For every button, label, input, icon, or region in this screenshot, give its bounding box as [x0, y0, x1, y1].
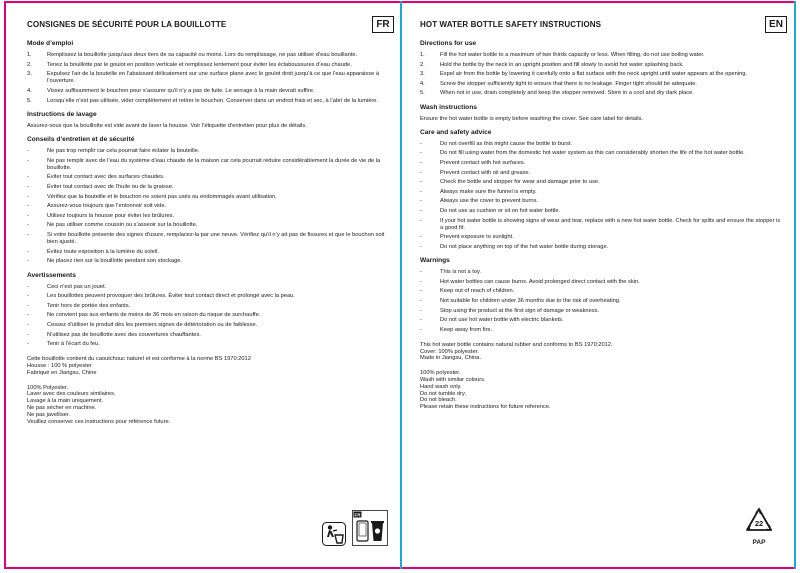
recycle-triangle-icon: [745, 507, 773, 533]
list-item: - Ne pas trop remplir car cela pourrait faire éclater la bouteille.: [27, 147, 200, 154]
list-item: 1. Fill the hot water bottle to a maximum of two thirds capacity or less. When filling, do not use boiling water.: [420, 52, 705, 58]
care-label-line: Lavage à la main uniquement.: [27, 398, 104, 405]
care-label-line: Ne pas javelliser.: [27, 411, 70, 418]
list-directions-en: [415, 52, 787, 98]
list-item: - Évitez toute exposition à la lumière du soleil.: [27, 248, 159, 255]
list-item: - Cessez d’utiliser le produit dès les premiers signes de détérioration ou de faiblesse.: [27, 321, 258, 328]
list-warnings-fr: [22, 284, 394, 349]
care-label-line: Do not tumble dry.: [420, 390, 467, 397]
list-item: - Éviter tout contact avec de l’huile ou de la graisse.: [27, 183, 174, 190]
list-item: - Tenir à l’écart du feu.: [27, 341, 100, 348]
list-item: 5. Lorsqu’elle n’est pas utilisée, vider complètement et retirer le bouchon. Conserver dans un endroit frais et sec, à l’abri de la lumière.: [27, 97, 378, 104]
list-item: - Do not use hot water bottle with electric blankets.: [420, 317, 564, 324]
list-item: - Prevent contact with hot surfaces.: [420, 159, 526, 166]
list-item: - This is not a toy.: [420, 269, 481, 276]
list-item: - Not suitable for children under 36 months due to the risk of overheating.: [420, 297, 621, 304]
page-title-fr: CONSIGNES DE SÉCURITÉ POUR LA BOUILLOTTE: [27, 20, 227, 29]
compliance-block-en: [415, 342, 787, 362]
language-badge-fr: FR: [372, 16, 394, 33]
frame-right-border: [794, 1, 796, 569]
frame-left-border: [4, 1, 6, 569]
list-item: - Ne placez rien sur la bouillotte pendant son stockage.: [27, 258, 183, 265]
care-label-block-fr: [22, 385, 394, 426]
list-item: - Vérifiez que la bouteille et le bouchon ne soient pas usés ou endommagés avant utilisation.: [27, 193, 277, 200]
section-title-care-fr: Conseils d’entretien et de sécurité: [27, 135, 135, 143]
section-title-warnings-en: Warnings: [420, 257, 450, 265]
wash-text-fr: Assurez-vous que la bouillotte est vide avant de laver la housse. Voir l’étiquette d’entretien pour plus de détails.: [27, 122, 307, 129]
list-item: - If your hot water bottle is showing signs of wear and tear, replace with a new hot water bottle. Check for splits and ensure the stopper is a good fit.: [420, 217, 781, 231]
list-item: 2. Hold the bottle by the neck in an upright position and fill slowly to avoid hot water splashing back.: [420, 61, 684, 68]
care-label-line: Ne pas sécher en machine.: [27, 405, 97, 412]
list-item: - Stop using the product at the first sign of damage or weakness.: [420, 307, 600, 314]
compliance-line: Fabriqué en Jiangsu, Chine: [27, 369, 97, 376]
page-title-en: HOT WATER BOTTLE SAFETY INSTRUCTIONS: [420, 20, 602, 29]
list-item: - Ceci n’est pas un jouet.: [27, 283, 107, 290]
list-item: - Utilisez toujours la housse pour éviter les brûlures.: [27, 212, 175, 219]
list-item: 3. Expel air from the bottle by lowering it carefully onto a flat surface with the neck upright until water appears at the opening.: [420, 71, 747, 78]
list-item: - Do not fill using water from the domestic hot water system as this can considerably shorten the life of the hot water bottle.: [420, 150, 745, 157]
compliance-line: Cette bouillotte contient du caoutchouc naturel et est conforme à la norme BS 1970:2012: [27, 356, 251, 363]
list-mode-fr: [22, 52, 394, 105]
care-label-line: 100% polyester.: [420, 370, 461, 377]
section-title-warnings-fr: Avertissements: [27, 271, 76, 279]
compliance-block-fr: [22, 356, 394, 376]
list-item: - Do not overfill as this might cause the bottle to burst.: [420, 140, 573, 147]
list-warnings-en: [415, 269, 787, 334]
list-item: 4. Vissez suffisamment le bouchon pour s’assurer qu’il n’y a pas de fuite. Le serrage à la main devrait suffire.: [27, 87, 315, 94]
list-item: - Ne pas utiliser comme coussin ou s’asseoir sur la bouillotte.: [27, 222, 198, 229]
list-item: - Prevent exposure to sunlight.: [420, 234, 514, 241]
list-item: - N’utilisez pas de bouillotte avec des couvertures chauffantes.: [27, 331, 201, 338]
triman-recycling-icon: [352, 510, 388, 546]
list-item: - Ne convient pas aux enfants de moins de 36 mois en raison du risque de surchauffe.: [27, 312, 261, 319]
fr-badge-text: FR: [354, 512, 361, 518]
care-label-line: Laver avec des couleurs similaires.: [27, 391, 116, 398]
compliance-line: Cover: 100% polyester.: [420, 348, 479, 355]
compliance-line: This hot water bottle contains natural rubber and conforms to BS 1970:2012.: [420, 341, 613, 348]
list-item: 4. Screw the stopper sufficiently tight to ensure that there is no leakage. Finger tight should be adequate.: [420, 80, 697, 87]
list-item: - Les bouillottes peuvent provoquer des brûlures. Éviter tout contact direct et prolongé avec la peau.: [27, 293, 295, 300]
panel-english: [415, 10, 787, 562]
care-label-line: Hand wash only.: [420, 383, 462, 390]
language-badge-en: EN: [765, 16, 787, 33]
pap-recycling-mark: [745, 507, 773, 546]
list-item: - Keep out of reach of children.: [420, 288, 515, 295]
section-title-wash-en: Wash instructions: [420, 103, 477, 111]
list-item: - Éviter tout contact avec des surfaces chaudes.: [27, 174, 165, 181]
tidyman-icon: [322, 522, 346, 546]
list-item: - Tenir hors de portée des enfants.: [27, 302, 131, 309]
recycle-code: PAP: [752, 539, 766, 546]
list-item: - Hot water bottles can cause burns. Avoid prolonged direct contact with the skin.: [420, 278, 640, 285]
panel-french: [22, 10, 394, 562]
recycle-number: 22: [754, 519, 764, 528]
list-item: - Always use the cover to prevent burns.: [420, 198, 539, 205]
list-item: - Prevent contact with oil and grease.: [420, 169, 531, 176]
list-care-fr: [22, 148, 394, 266]
care-label-block-en: [415, 370, 787, 411]
panel-header-fr: [22, 10, 394, 34]
list-item: 3. Expulsez l’air de la bouteille en l’abaissant délicatement sur une surface plane avec le goulot droit jusqu’à ce que l’eau apparaisse à l’ouverture.: [27, 71, 379, 85]
list-item: - Keep away from fire.: [420, 326, 493, 333]
section-title-mode: Mode d’emploi: [27, 40, 74, 47]
list-item: 2. Tenez la bouillotte par le goulot en position verticale et remplissez lentement pour éviter les éclaboussures d’eau chaude.: [27, 61, 352, 68]
care-label-line: Wash with similar colours.: [420, 377, 486, 384]
list-item: - Ne pas remplir avec de l’eau du système d’eau chaude de la maison car cela pourrait réduire considérablement la durée de vie de la bouillotte.: [27, 157, 381, 171]
panel-header-en: [415, 10, 787, 34]
compliance-line: Housse : 100 % polyester: [27, 363, 92, 370]
list-item: 5. When not in use, drain completely and keep the stopper removed. Store in a cool and dry dark place.: [420, 90, 694, 97]
list-item: - Check the bottle and stopper for wear and damage prior to use.: [420, 179, 600, 186]
wash-text-en: Ensure the hot water bottle is empty before washing the cover. See care label for details.: [420, 115, 643, 122]
panel-divider: [400, 1, 402, 569]
section-title-directions: Directions for use: [420, 40, 477, 47]
list-item: 1. Remplissez la bouillotte jusqu’aux deux tiers de sa capacité ou moins. Lors du remplissage, ne pas utiliser d’eau bouillante.: [27, 52, 358, 58]
list-item: - Always make sure the funnel is empty.: [420, 188, 537, 195]
icons-fr: [322, 510, 388, 546]
list-item: - Do not use as cushion or sit on hot water bottle.: [420, 207, 561, 214]
list-care-en: [415, 141, 787, 251]
list-item: - Si votre bouillotte présente des signes d’usure, remplacez-la par une neuve. Vérifiez qu’il n’y ait pas de fissures et que le bouchon soit bien ajusté.: [27, 231, 385, 246]
list-item: - Assurez-vous toujours que l’entonnoir soit vide.: [27, 203, 167, 210]
care-label-line: 100% Polyester.: [27, 384, 69, 391]
care-label-line: Veuillez conserver ces instructions pour référence future.: [27, 418, 171, 425]
section-title-wash-fr: Instructions de lavage: [27, 110, 97, 118]
care-label-line: Do not bleach.: [420, 397, 457, 404]
compliance-line: Made in Jiangsu, China.: [420, 355, 482, 362]
care-label-line: Please retain these instructions for future reference.: [420, 404, 551, 411]
list-item: - Do not place anything on top of the hot water bottle during storage.: [420, 243, 609, 250]
section-title-care-en: Care and safety advice: [420, 128, 492, 136]
icons-en: [745, 507, 773, 546]
